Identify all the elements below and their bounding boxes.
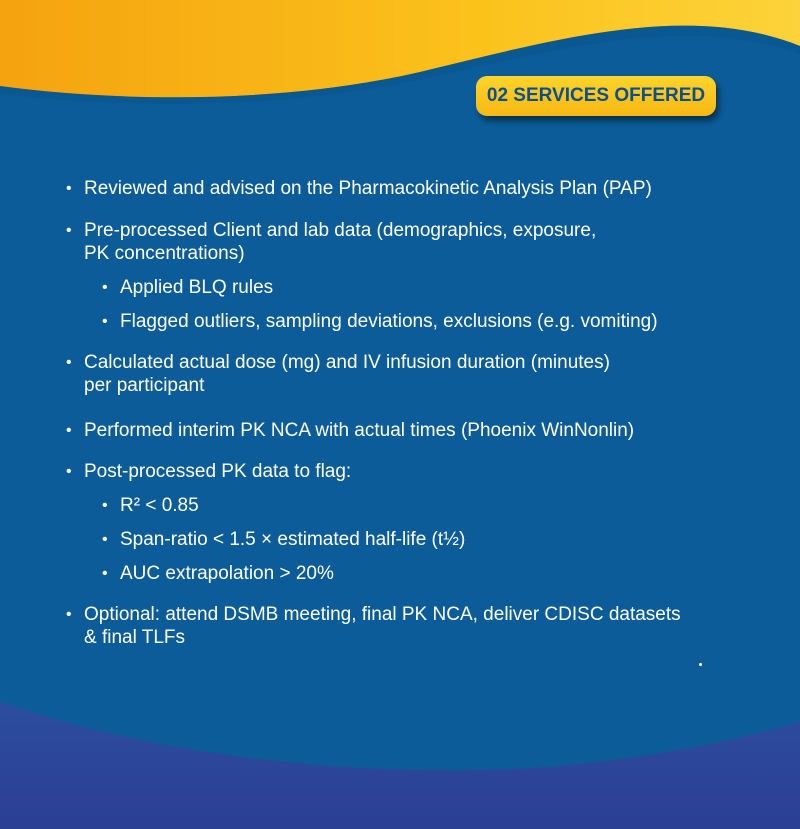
bullet-icon: • — [66, 422, 72, 439]
list-item — [66, 460, 352, 483]
bullet-icon: • — [102, 565, 108, 582]
decorative-dot — [699, 663, 702, 666]
bullet-icon: • — [102, 531, 108, 548]
item-text: Applied BLQ rules — [120, 277, 274, 298]
item-text: Flagged outliers, sampling deviations, exclusions (e.g. vomiting) — [120, 311, 658, 332]
item-text: Performed interim PK NCA with actual times (Phoenix WinNonlin) — [84, 420, 635, 441]
item-text: Reviewed and advised on the Pharmacokinetic Analysis Plan (PAP) — [84, 178, 652, 199]
bullet-icon: • — [102, 279, 108, 296]
section-badge — [476, 76, 716, 116]
sub-list-item — [102, 562, 334, 585]
list-item — [66, 177, 652, 200]
section-title: 02 SERVICES OFFERED — [486, 85, 706, 106]
item-text-continued: PK concentrations) — [84, 243, 245, 264]
bullet-icon: • — [66, 606, 72, 623]
bullet-icon: • — [66, 463, 72, 480]
item-text: Span-ratio < 1.5 × estimated half-life (t½) — [120, 529, 466, 550]
item-text-continued: per participant — [84, 375, 205, 396]
bullet-icon: • — [66, 180, 72, 197]
list-item — [66, 603, 681, 649]
bullet-icon: • — [66, 222, 72, 239]
sub-list-item — [102, 276, 274, 299]
bullet-icon: • — [66, 354, 72, 371]
item-text-continued: & final TLFs — [84, 627, 186, 648]
item-text: AUC extrapolation > 20% — [120, 563, 334, 584]
item-text: Calculated actual dose (mg) and IV infusion duration (minutes) — [84, 352, 610, 373]
sub-list-item — [102, 528, 466, 551]
item-text: Post-processed PK data to flag: — [84, 461, 352, 482]
item-text: R² < 0.85 — [120, 495, 199, 516]
item-text: Optional: attend DSMB meeting, final PK NCA, deliver CDISC datasets — [84, 604, 681, 625]
list-item — [66, 419, 635, 442]
sub-list-item — [102, 310, 658, 333]
item-text: Pre-processed Client and lab data (demographics, exposure, — [84, 220, 597, 241]
sub-list-item — [102, 494, 199, 517]
bullet-icon: • — [102, 497, 108, 514]
list-item — [66, 351, 610, 397]
list-item — [66, 219, 597, 265]
bullet-icon: • — [102, 313, 108, 330]
